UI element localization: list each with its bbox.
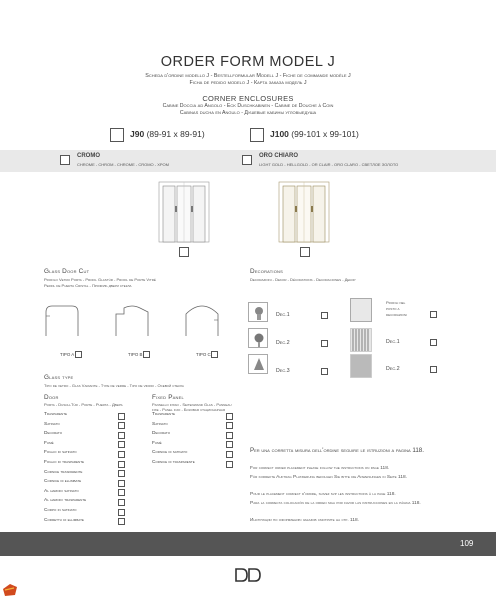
decorations-line-1: Decorazioni - Dekor - Décorations - Decoraciones - Декор bbox=[250, 277, 356, 282]
door-option-label: Corpo in satinato bbox=[44, 508, 77, 513]
fixed-panel-option-checkbox[interactable] bbox=[226, 441, 233, 448]
glass-cut-type-b-image bbox=[112, 302, 152, 338]
size-j90-checkbox[interactable] bbox=[110, 128, 124, 142]
decoration-note-2: posto a bbox=[386, 306, 400, 311]
door-option-checkbox[interactable] bbox=[118, 461, 125, 468]
corner-line-1: Cabine Doccia ad Angolo - Eck Duschkabinen - Cabine de Douche à Coin bbox=[162, 103, 334, 109]
fixed-panel-option-checkbox[interactable] bbox=[226, 451, 233, 458]
door-option-checkbox[interactable] bbox=[118, 451, 125, 458]
glass-cut-type-a-checkbox[interactable] bbox=[75, 351, 82, 358]
glass-cut-type-a-label: TIPO A bbox=[60, 352, 75, 357]
door-option-checkbox[interactable] bbox=[118, 509, 125, 516]
glass-cut-type-b-checkbox[interactable] bbox=[143, 351, 150, 358]
decoration-profile-checkbox[interactable] bbox=[430, 311, 437, 318]
corner-line-2: Cabinas ducha en Angulo - Душевые кабины угловыедуша bbox=[179, 110, 317, 116]
fixed-panel-line-1: Pannello fisso - Seitenwand Glas - Panneau bbox=[152, 402, 232, 407]
decoration-2-label: Dec.2 bbox=[276, 340, 290, 346]
decoration-1-image bbox=[248, 302, 268, 322]
fixed-panel-option-label: Cornice di trasparente bbox=[152, 460, 195, 465]
fixed-panel-option-label: Decorato bbox=[152, 431, 171, 437]
door-option-label: Al hardfo trasparente bbox=[44, 498, 87, 504]
decoration-note-3: decorazioni bbox=[386, 312, 407, 317]
fixed-panel-option-checkbox[interactable] bbox=[226, 461, 233, 468]
corner-tag-icon bbox=[2, 583, 18, 597]
decoration-3-checkbox[interactable] bbox=[321, 368, 328, 375]
size-j100-checkbox[interactable] bbox=[250, 128, 264, 142]
fixed-panel-title: Fixed Panel bbox=[152, 394, 184, 401]
decorations-title: Decorations bbox=[250, 268, 283, 275]
fixed-panel-option-label: Fumé bbox=[152, 440, 162, 446]
door-option-checkbox[interactable] bbox=[118, 441, 125, 448]
finish-cromo-desc: CHROME - CHROM - CHROME - CROMO - XPOM bbox=[77, 162, 169, 167]
fixed-panel-line-2: fixe - Panel fijo - Боковая стационарная bbox=[152, 407, 226, 412]
door-option-label: Correttu di ellimbate bbox=[44, 517, 84, 523]
door-option-label: Fumé bbox=[44, 440, 54, 446]
size-j90-code: J90 bbox=[130, 129, 145, 139]
finish-oro-name: ORO CHIARO bbox=[259, 153, 298, 159]
door-option-label: Decorato bbox=[44, 431, 63, 437]
glass-cut-type-a-image bbox=[42, 302, 82, 338]
fixed-panel-option-checkbox[interactable] bbox=[226, 422, 233, 429]
enclosure-oro-image bbox=[278, 178, 330, 244]
glass-cut-type-b-label: TIPO B bbox=[128, 352, 143, 357]
door-option-checkbox[interactable] bbox=[118, 499, 125, 506]
fixed-panel-option-checkbox[interactable] bbox=[226, 432, 233, 439]
decoration-profile-image bbox=[350, 298, 372, 322]
instructions-line-4: Para la correcta colocación de la orden siga por favor las instrucciones en la página 118. bbox=[250, 501, 421, 506]
glass-cut-type-c-label: TIPO C bbox=[196, 352, 211, 357]
decoration-2-image bbox=[248, 328, 268, 348]
fixed-panel-option-label: Cornice di satinato bbox=[152, 450, 188, 456]
glass-cut-line-1: Profilo Vetro Porta - Profil Glastür - Profil de Porte Vitré bbox=[44, 277, 156, 282]
decoration-3-label: Dec.3 bbox=[276, 368, 290, 374]
finish-cromo-checkbox[interactable] bbox=[60, 155, 70, 165]
decoration-right-1-label: Dec.1 bbox=[386, 339, 400, 345]
size-j90-dims: (89-91 x 89-91) bbox=[146, 129, 205, 139]
instructions-line-2: Für korrekte Auftrag Platzierung befolgen Sie bitte die Anweisungen in Seite 118. bbox=[250, 475, 407, 480]
door-option-label: Foglio di trasparente bbox=[44, 460, 85, 465]
glass-cut-type-c-image bbox=[182, 302, 222, 338]
door-option-label: Cornice di ellimbate bbox=[44, 479, 82, 485]
instructions-line-1: For correct order placement please follow the instructions on page 118. bbox=[250, 466, 390, 471]
subtitle-line-2: Ficha de pedido modelo J - Карта заказа модель J bbox=[189, 80, 307, 86]
brand-logo bbox=[234, 567, 262, 583]
door-option-label: Trasparente bbox=[44, 412, 68, 417]
decoration-3-image bbox=[248, 354, 268, 374]
glass-cut-type-c-checkbox[interactable] bbox=[211, 351, 218, 358]
footer-bar bbox=[0, 532, 496, 556]
glass-cut-line-2: Perfil de Puerta Cristal - Профиль двери стекла bbox=[44, 283, 132, 288]
decoration-2-checkbox[interactable] bbox=[321, 340, 328, 347]
door-option-checkbox[interactable] bbox=[118, 518, 125, 525]
door-option-checkbox[interactable] bbox=[118, 489, 125, 496]
decoration-right-2-image bbox=[350, 354, 372, 378]
decoration-right-2-label: Dec.2 bbox=[386, 366, 400, 372]
door-option-checkbox[interactable] bbox=[118, 470, 125, 477]
door-option-label: Foglio di satinato bbox=[44, 450, 77, 456]
door-option-checkbox[interactable] bbox=[118, 422, 125, 429]
door-line-1: Porta - Dusch-Tür - Porte - Puerta - Дверь bbox=[44, 402, 123, 407]
fixed-panel-option-label: Trasparente bbox=[152, 412, 176, 417]
door-option-checkbox[interactable] bbox=[118, 432, 125, 439]
finish-cromo-name: CROMO bbox=[77, 153, 100, 159]
instructions-line-3: Pour le placement correct d'ordre, suivez svp les instructions à la page 118. bbox=[250, 492, 396, 497]
enclosure-cromo-image bbox=[158, 178, 210, 244]
enclosure-oro-checkbox[interactable] bbox=[300, 247, 310, 257]
door-option-checkbox[interactable] bbox=[118, 413, 125, 420]
corner-title: CORNER ENCLOSURES bbox=[202, 94, 294, 103]
subtitle-line-1: Scheda d'ordine modello J - Bestellformular Modell J - Fiche de commande modèle J bbox=[145, 73, 351, 79]
fixed-panel-option-checkbox[interactable] bbox=[226, 413, 233, 420]
door-option-label: Al hardfo satinato bbox=[44, 488, 79, 494]
decoration-1-label: Dec.1 bbox=[276, 312, 290, 318]
size-j100-label bbox=[270, 129, 359, 139]
size-j90-label bbox=[130, 129, 205, 139]
glass-type-title: Glass type bbox=[44, 374, 74, 381]
enclosure-cromo-checkbox[interactable] bbox=[179, 247, 189, 257]
decoration-right-2-checkbox[interactable] bbox=[430, 366, 437, 373]
finish-oro-desc: LIGHT GOLD - HELLGOLD - OR CLAIR - ORO CLARO - СВЕТЛОЕ ЗОЛОТО bbox=[259, 162, 399, 167]
glass-cut-title: Glass Door Cut bbox=[44, 268, 90, 275]
finish-oro-checkbox[interactable] bbox=[242, 155, 252, 165]
door-option-label: Satinato bbox=[44, 421, 60, 427]
decoration-note-1: Profili nel bbox=[386, 300, 406, 305]
decoration-right-1-checkbox[interactable] bbox=[430, 339, 437, 346]
door-option-checkbox[interactable] bbox=[118, 480, 125, 487]
page-title: ORDER FORM MODEL J bbox=[160, 54, 336, 70]
instructions-line-5: Инструкции по оформлению заказов смотрите на стр. 118. bbox=[250, 518, 359, 523]
fixed-panel-option-label: Satinato bbox=[152, 421, 168, 427]
size-j100-dims: (99-101 x 99-101) bbox=[291, 129, 359, 139]
door-title: Door bbox=[44, 394, 59, 401]
page-number: 109 bbox=[460, 539, 474, 548]
size-j100-code: J100 bbox=[270, 129, 289, 139]
decoration-1-checkbox[interactable] bbox=[321, 312, 328, 319]
glass-type-line-1: Tipo de vetro - Glas Variante - Type de verre - Tipo de vidrio - Осевой стекла bbox=[44, 383, 184, 388]
door-option-label: Cornice trasparente bbox=[44, 469, 83, 475]
decoration-right-1-image bbox=[350, 328, 372, 352]
instructions-heading: Per una corretta misura dell'ordine seguire le istruzioni a pagina 118. bbox=[250, 447, 424, 454]
